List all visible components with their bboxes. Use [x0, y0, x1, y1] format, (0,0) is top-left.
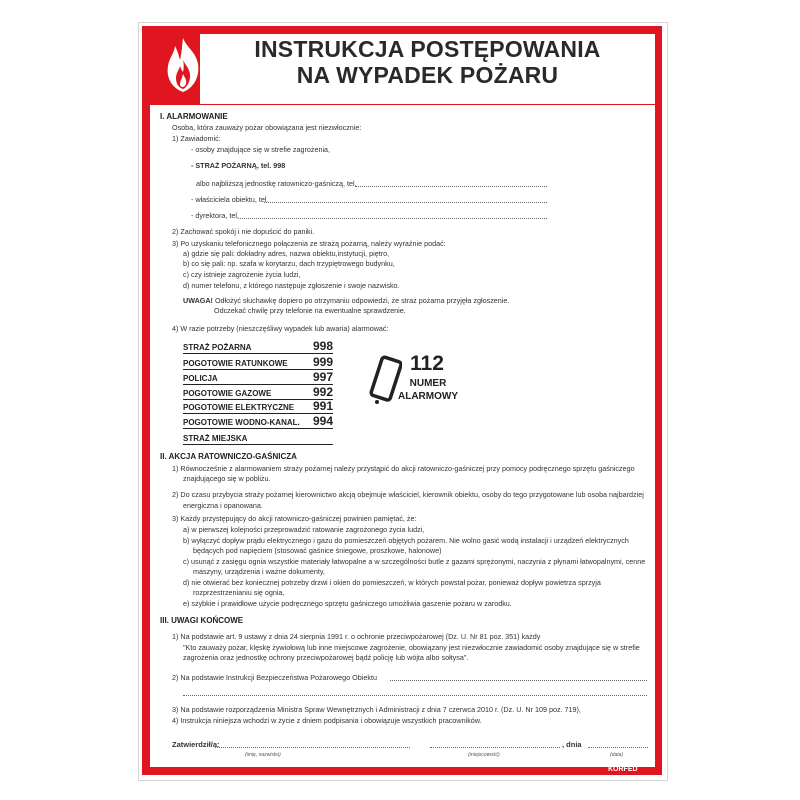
fill-line	[215, 747, 410, 748]
emergency-label-line-1: NUMER	[409, 378, 447, 389]
service-number: 997	[313, 370, 334, 384]
s1-p3b: b) co się pali: np. szafa w korytarzu, dach trzypiętrowego budynku,	[183, 259, 395, 268]
service-name: POGOTOWIE WODNO-KANAL.	[183, 418, 300, 427]
title-line-1: INSTRUKCJA POSTĘPOWANIA	[254, 36, 601, 62]
service-number: 992	[313, 385, 334, 399]
page-title	[200, 36, 655, 88]
service-number: 994	[313, 414, 334, 428]
s1-p1d: - właściciela obiektu, tel.	[191, 195, 269, 204]
s1-p1: 1) Zawiadomić:	[172, 134, 221, 143]
fill-line	[430, 747, 560, 748]
s3-line: 3) Na podstawie rozporządzenia Ministra Spraw Wewnętrznych i Administracji z dnia 7 czerwca 2010 r. (Dz. U. Nr 109 poz. 719),	[172, 705, 581, 714]
signature-label: Zatwierdził/a:	[172, 740, 220, 749]
caption-name: (imię, nazwisko)	[245, 752, 281, 758]
service-underline	[183, 413, 333, 414]
s2-line: znajdującego się w pobliżu.	[183, 474, 271, 483]
fill-line	[390, 680, 647, 681]
emergency-label	[398, 377, 458, 403]
smartphone-icon	[364, 355, 402, 415]
emergency-number: 112	[410, 352, 444, 375]
s2-line: 3) Każdy przystępujący do akcji ratowniczo-gaśniczej powinien pamiętać, że:	[172, 514, 417, 523]
service-name: POGOTOWIE ELEKTRYCZNE	[183, 403, 295, 412]
fill-line	[238, 218, 547, 219]
service-name: POGOTOWIE RATUNKOWE	[183, 359, 288, 368]
service-underline	[183, 369, 333, 370]
s1-p1b: - STRAŻ POŻARNĄ, tel. 998	[191, 161, 286, 170]
service-underline	[183, 353, 333, 354]
s1-p1a: - osoby znajdujące się w strefie zagrożenia,	[191, 145, 331, 154]
s2-line: d) nie otwierać bez koniecznej potrzeby drzwi i okien do pomieszczeń, w których powstał pożar, ponieważ dopływ powietrza sprzyja	[183, 578, 601, 587]
s3-line: "Kto zauważy pożar, klęskę żywiołową lub inne miejscowe zagrożenie, obowiązany jest niezwłocznie zawiadomić osoby znajdujące się w strefie	[183, 643, 640, 652]
service-name: POGOTOWIE GAZOWE	[183, 389, 272, 398]
section-2-heading: II. AKCJA RATOWNICZO-GAŚNICZA	[160, 452, 297, 461]
s2-line: b) wyłączyć dopływ prądu elektrycznego i gazu do pomieszczeń objętych pożarem. Nie wolno gasić wodą instalacji i urządzeń elektrycznych	[183, 536, 629, 545]
service-underline	[183, 428, 333, 429]
caption-date: (data)	[610, 752, 624, 758]
s2-line: c) usunąć z zasięgu ognia wszystkie materiały łatwopalne a w szczególności butle z gazami sprężonymi, naczynia z płynami łatwopalnymi, cenne	[183, 557, 646, 566]
fill-line	[588, 747, 648, 748]
s2-line: a) w pierwszej kolejności przeprowadzić ratowanie zagrożonego życia ludzi,	[183, 525, 425, 534]
s1-p3a: a) gdzie się pali: dokładny adres, nazwa obiektu,instytucji, piętro,	[183, 249, 390, 258]
fill-line	[183, 695, 647, 696]
service-name: STRAŻ MIEJSKA	[183, 434, 248, 443]
s1-p1c: albo najbliższą jednostkę ratowniczo-gaśniczą, tel.	[196, 179, 357, 188]
s1-p1e: - dyrektora, tel.	[191, 211, 239, 220]
s3-line: 4) Instrukcja niniejsza wchodzi w życie z dniem podpisania i obowiązuje wszystkich pracowników.	[172, 716, 482, 725]
s1-p3d: d) numer telefonu, z którego następuje zgłoszenie i swoje nazwisko.	[183, 281, 400, 290]
service-underline	[183, 399, 333, 400]
service-underline	[183, 384, 333, 385]
service-number: 991	[313, 399, 334, 413]
s1-p4: 4) W razie potrzeby (nieszczęśliwy wypadek lub awaria) alarmować:	[172, 324, 389, 333]
service-number: 999	[313, 355, 334, 369]
s1-warning-2: Odczekać chwilę przy telefonie na ewentualne sprawdzenie.	[214, 306, 406, 315]
s3-line: zagrożenia oraz jednostkę ochrony przeciwpożarowej bądź policję lub wójta albo sołtysa".	[183, 653, 469, 662]
service-name: STRAŻ POŻARNA	[183, 343, 252, 352]
service-number: 998	[313, 339, 334, 353]
s2-line: będących pod napięciem (stosować gaśnice śniegowe, proszkowe, halonowe)	[193, 546, 442, 555]
s1-p3: 3) Po uzyskaniu telefonicznego połączenia ze strażą pożarną, należy wyraźnie podać:	[172, 239, 446, 248]
emergency-label-line-2: ALARMOWY	[398, 391, 458, 402]
s2-line: rozprzestrzenianiu się ognia,	[193, 588, 285, 597]
s2-line: 1) Równocześnie z alarmowaniem straży pożarnej należy przystąpić do akcji ratowniczo-gaśniczej przy pomocy podręcznego sprzętu gaśniczego	[172, 464, 635, 473]
section-3-heading: III. UWAGI KOŃCOWE	[160, 616, 244, 625]
service-name: POLICJA	[183, 374, 218, 383]
s3-line: 1) Na podstawie art. 9 ustawy z dnia 24 sierpnia 1991 r. o ochronie przeciwpożarowej (Dz. U. Nr 81 poz. 351) każdy	[172, 632, 541, 641]
s2-line: e) szybkie i prawidłowe użycie podręcznego sprzętu gaśniczego umożliwia gaszenie pożaru w zarodku.	[183, 599, 512, 608]
s1-warning	[183, 296, 509, 305]
s2-line: maszyny, urządzenia i ważne dokumenty,	[193, 567, 325, 576]
service-underline	[183, 444, 333, 445]
s2-line: energiczna i opanowana.	[183, 501, 263, 510]
title-line-2: NA WYPADEK POŻARU	[296, 62, 559, 88]
s2-line: 2) Do czasu przybycia straży pożarnej kierownictwo akcją obejmuje właściciel, kierownik obiektu, osoby do tego przygotowane lub osoba najbardziej	[172, 490, 644, 499]
caption-place: (miejscowość)	[468, 752, 500, 758]
section-1-heading: I. ALARMOWANIE	[160, 112, 228, 121]
warning-label: UWAGA!	[183, 296, 213, 305]
date-label: , dnia	[562, 740, 582, 749]
fill-line	[355, 186, 547, 187]
s3-line: 2) Na podstawie Instrukcji Bezpieczeństwa Pożarowego Obiektu	[172, 673, 377, 682]
fill-line	[264, 202, 547, 203]
warning-text: Odłożyć słuchawkę dopiero po otrzymaniu odpowiedzi, że straż pożarna przyjęła zgłoszenie.	[212, 296, 510, 305]
section-1-intro: Osoba, która zauważy pożar obowiązana jest niezwłocznie:	[172, 123, 362, 132]
s1-p2: 2) Zachować spokój i nie dopuścić do paniki.	[172, 227, 315, 236]
brand-logo: KORFED	[608, 766, 638, 773]
s1-p3c: c) czy istnieje zagrożenie życia ludzi,	[183, 270, 301, 279]
